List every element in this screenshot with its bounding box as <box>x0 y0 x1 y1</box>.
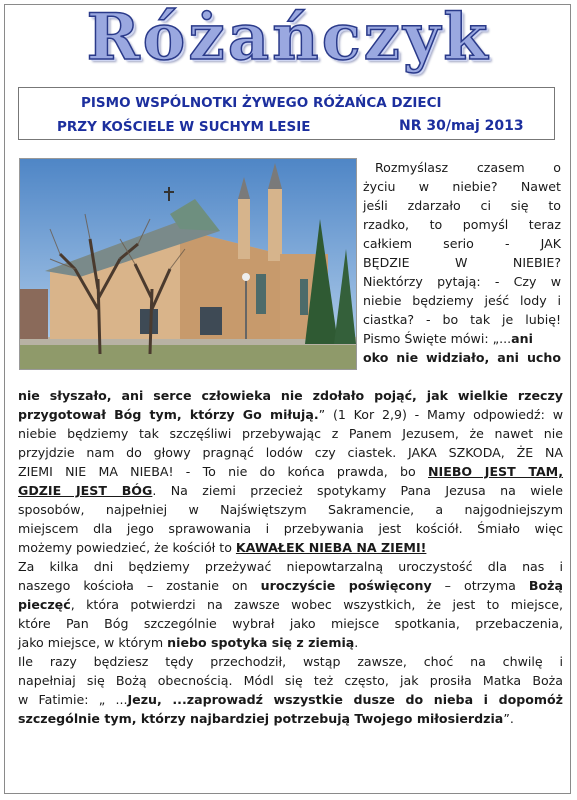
church-photo <box>19 158 357 370</box>
body-line: niebie będziemy tak szczęśliwi przebywając z Panem Jezusem, że nawet nie <box>18 426 563 441</box>
intro-line: całkiem serio - JAK <box>363 236 561 251</box>
body-line: które Pan Bóg szczególnie wybrał jako miejsce spotkania, przebaczenia, <box>18 616 563 631</box>
body-text: , która potwierdzi na zawsze wobec wszystkich, że jest to miejsce, <box>70 597 563 612</box>
subtitle-box <box>18 87 555 140</box>
body-text: ZIEMI NIE MA NIEBA! - To nie do końca prawda, bo <box>18 464 428 479</box>
body-line: napełniaj się Bożą obecnością. Módl się też często, jak prosiła Matka Boża <box>18 673 563 688</box>
prayer-quote: Jezu, ...zaprowadź wszystkie dusze do nieba i dopomóż <box>127 692 564 707</box>
emphasis-piece-of-heaven: KAWAŁEK NIEBA NA ZIEMI! <box>235 540 427 555</box>
body-text: . Na ziemi przecież spotykamy Pana Jezusa na wiele <box>152 483 563 498</box>
body-text: jako miejsce, w którym <box>18 635 168 650</box>
article-body <box>18 386 563 728</box>
intro-line <box>363 329 561 348</box>
body-line <box>18 690 563 709</box>
emphasis-consecration: uroczyście poświęcony <box>260 578 432 593</box>
body-line <box>18 633 563 652</box>
emphasis-gods: Bożą <box>528 578 563 593</box>
body-line <box>18 595 563 614</box>
scripture-quote-line: oko nie widziało, ani ucho <box>363 350 561 365</box>
body-text: możemy powiedzieć, że kościół to <box>18 540 236 555</box>
scripture-quote-line: nie słyszało, ani serce człowieka nie zdołało pojąć, jak wielkie rzeczy <box>18 388 563 403</box>
church-illustration <box>20 159 356 369</box>
intro-line: życiu w niebie? Nawet <box>363 179 561 194</box>
intro-line: rzadko, to pomyśl teraz <box>363 217 561 232</box>
body-line: przyjdzie nam do głowy pragnąć lodów czy ciastek. JAKA SZKODA, ŻE NA <box>18 445 563 460</box>
intro-line: BĘDZIE W NIEBIE? <box>363 255 561 270</box>
body-line: Za kilka dni będziemy przeżywać niepowtarzalną uroczystość dla nas i <box>18 559 563 574</box>
masthead-title: Różańczyk <box>86 0 491 75</box>
scripture-intro: Pismo Święte mówi: „... <box>363 331 512 346</box>
body-line: miejscem dla jego sprawowania i przebywania jest kościół. Śmiało więc <box>18 521 563 536</box>
body-line: sposobów, najpełniej w Najświętszym Sakramencie, a najgodniejszym <box>18 502 563 517</box>
body-line: Ile razy będziesz tędy przechodził, wstąp zawsze, choć na chwilę i <box>18 654 563 669</box>
intro-line: niebie będziemy jeść lody i <box>363 293 561 308</box>
body-text: . <box>354 635 359 650</box>
intro-line: jeśli zdarzało ci się to <box>363 198 561 213</box>
intro-column <box>363 158 561 367</box>
emphasis-heaven: NIEBO JEST TAM, <box>428 464 564 479</box>
intro-line: ciastka? - bo tak je lubię! <box>363 312 561 327</box>
body-line <box>18 576 563 595</box>
scripture-quote-end: przygotował Bóg tym, którzy Go miłują. <box>18 407 319 422</box>
body-line <box>18 709 563 728</box>
body-line <box>18 405 563 424</box>
body-line <box>18 481 563 500</box>
subtitle-line-2: PRZY KOŚCIELE W SUCHYM LESIE <box>57 119 311 135</box>
body-line <box>18 462 563 481</box>
body-text: – otrzyma <box>431 578 529 593</box>
body-text: w Fatimie: „ ... <box>18 692 128 707</box>
body-text: naszego kościoła – zostanie on <box>18 578 261 593</box>
intro-line: Rozmyślasz czasem o <box>375 160 561 175</box>
issue-number: NR 30/maj 2013 <box>399 118 524 134</box>
body-line <box>18 538 563 557</box>
masthead <box>0 0 577 80</box>
scripture-ref: ” (1 Kor 2,9) - Mamy odpowiedź: w <box>318 407 563 422</box>
prayer-quote: szczególnie tym, którzy najbardziej potrzebują Twojego miłosierdzia <box>18 711 504 726</box>
emphasis-heaven-meets-earth: niebo spotyka się z ziemią <box>167 635 355 650</box>
subtitle-line-1: PISMO WSPÓLNOTKI ŻYWEGO RÓŻAŃCA DZIECI <box>81 95 442 111</box>
intro-line: Niektórzy pytają: - Czy w <box>363 274 561 289</box>
emphasis-god: GDZIE JEST BÓG <box>18 483 153 498</box>
emphasis-seal: pieczęć <box>18 597 71 612</box>
body-text: ”. <box>503 711 514 726</box>
scripture-quote-start: ani <box>511 331 533 346</box>
